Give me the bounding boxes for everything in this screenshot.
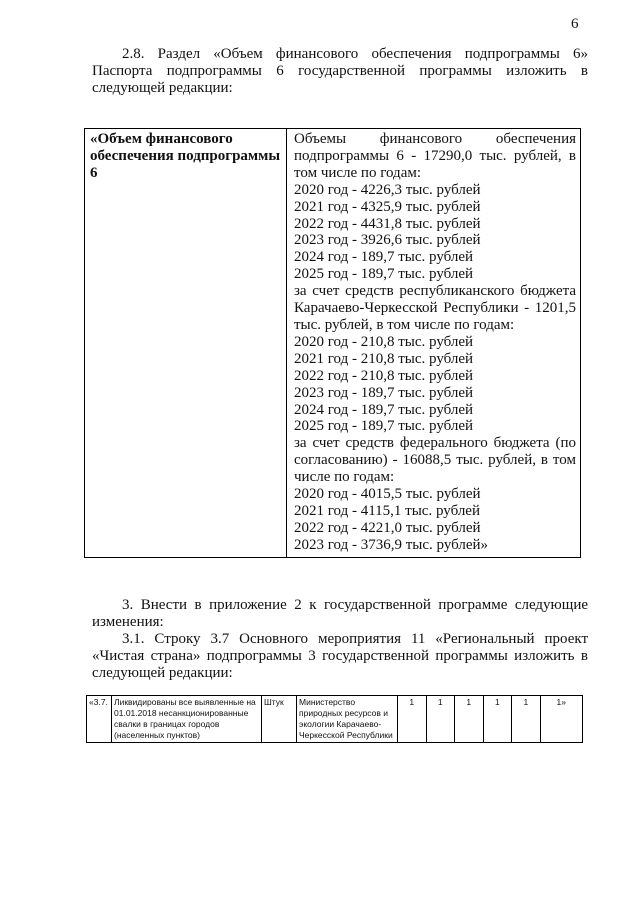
financing-line: за счет средств республиканского бюджета Карачаево-Черкесской Республики - 1201,5 тыс. рублей, в том числе по годам: bbox=[294, 283, 576, 333]
financing-line: 2025 год - 189,7 тыс. рублей bbox=[294, 266, 474, 283]
financing-line: 2024 год - 189,7 тыс. рублей bbox=[294, 249, 474, 266]
unit-cell: Штук bbox=[262, 696, 297, 743]
financing-line: 2023 год - 3736,9 тыс. рублей» bbox=[294, 536, 489, 553]
row-number-cell: «3.7. bbox=[87, 696, 112, 743]
financing-line: 2023 год - 189,7 тыс. рублей bbox=[294, 384, 474, 401]
financing-line: 2024 год - 189,7 тыс. рублей bbox=[294, 401, 474, 418]
financing-values-cell bbox=[287, 129, 581, 558]
value-cell: 1 bbox=[426, 696, 455, 743]
value-cell: 1 bbox=[483, 696, 512, 743]
financing-line: за счет средств федерального бюджета (по согласованию) - 16088,5 тыс. рублей, в том числе по годам: bbox=[294, 435, 576, 486]
financing-line: 2025 год - 189,7 тыс. рублей bbox=[294, 418, 474, 435]
value-cell: 1» bbox=[540, 696, 582, 743]
financing-line: 2021 год - 4115,1 тыс. рублей bbox=[294, 502, 480, 519]
row-3-7-table bbox=[86, 695, 583, 743]
page-number: 6 bbox=[571, 16, 579, 32]
value-cell: 1 bbox=[398, 696, 427, 743]
financing-line: 2020 год - 4015,5 тыс. рублей bbox=[294, 486, 481, 503]
financing-row bbox=[85, 129, 581, 558]
financing-label-cell: «Объем финансового обеспечения подпрограммы 6 bbox=[85, 129, 287, 558]
financing-line: 2021 год - 210,8 тыс. рублей bbox=[294, 350, 474, 367]
value-cell: 1 bbox=[512, 696, 541, 743]
indicator-cell: Ликвидированы все выявленные на 01.01.2018 несанкционированные свалки в границах городов (населенных пунктов) bbox=[112, 696, 262, 743]
financing-line: 2021 год - 4325,9 тыс. рублей bbox=[294, 198, 481, 215]
executor-cell: Министерство природных ресурсов и экологии Карачаево-Черкесской Республики bbox=[297, 696, 398, 743]
item-3-1-paragraph: 3.1. Строку 3.7 Основного мероприятия 11 «Региональный проект «Чистая страна» подпрограммы 3 государственной программы изложить в следующей редакции: bbox=[92, 631, 588, 681]
value-cell: 1 bbox=[455, 696, 484, 743]
financing-line: 2020 год - 4226,3 тыс. рублей bbox=[294, 181, 481, 198]
financing-table bbox=[84, 128, 581, 558]
table-row bbox=[87, 696, 583, 743]
financing-line: Объемы финансового обеспечения подпрограммы 6 - 17290,0 тыс. рублей, в том числе по годам: bbox=[294, 131, 576, 181]
financing-line: 2020 год - 210,8 тыс. рублей bbox=[294, 333, 474, 350]
item-3-paragraph: 3. Внести в приложение 2 к государственной программе следующие изменения: bbox=[92, 597, 588, 630]
section-2-8-paragraph: 2.8. Раздел «Объем финансового обеспечения подпрограммы 6» Паспорта подпрограммы 6 государственной программы изложить в следующей редакции: bbox=[92, 46, 588, 96]
financing-line: 2022 год - 4221,0 тыс. рублей bbox=[294, 519, 481, 536]
financing-line: 2022 год - 210,8 тыс. рублей bbox=[294, 367, 474, 384]
financing-line: 2023 год - 3926,6 тыс. рублей bbox=[294, 232, 481, 249]
financing-line: 2022 год - 4431,8 тыс. рублей bbox=[294, 215, 481, 232]
